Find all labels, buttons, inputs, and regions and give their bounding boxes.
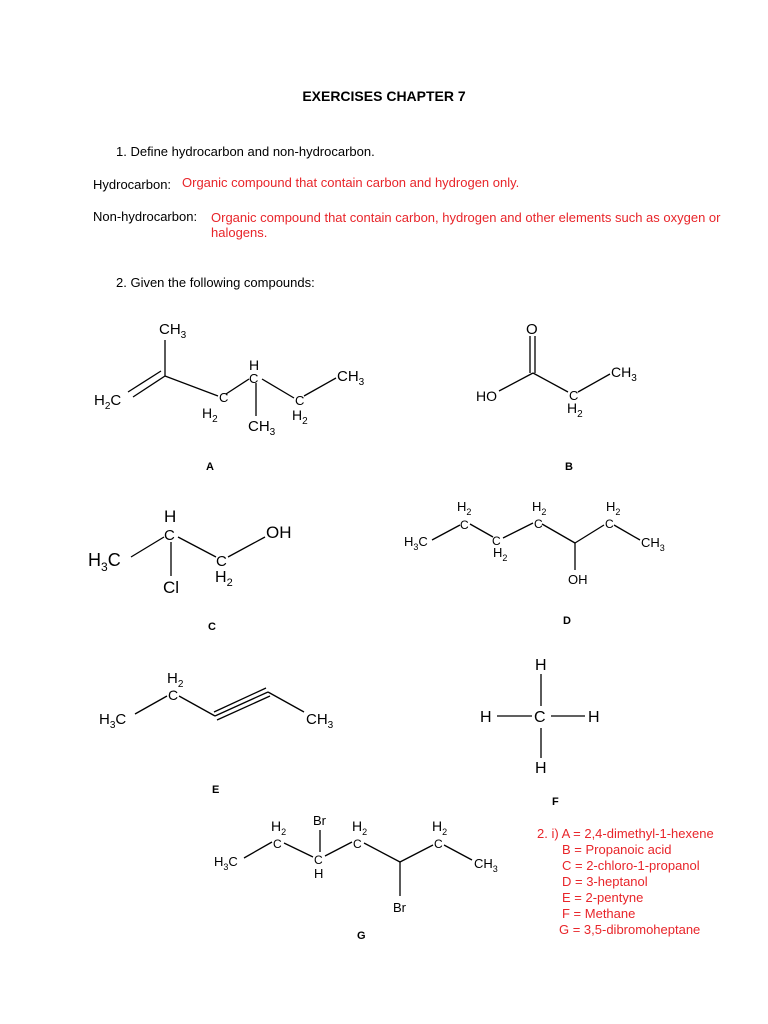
caption-c: C <box>208 621 216 633</box>
answers-block <box>537 826 714 938</box>
b-h2: $H_2$ <box>567 400 583 420</box>
a-h2-first: $H_2$ <box>202 405 218 425</box>
caption-e: E <box>212 784 220 796</box>
question-2: 2. Given the following compounds: <box>116 275 315 290</box>
nonhydrocarbon-answer-line1: Organic compound that contain carbon, hydrogen and other elements such as oxygen or <box>211 210 721 225</box>
g-c-b: C <box>314 853 323 867</box>
c-c2: C <box>164 527 175 544</box>
g-h2-a: $H_2$ <box>271 818 287 837</box>
a-ch3-down: $CH_3$ <box>248 418 276 438</box>
g-h2-b: $H_2$ <box>352 818 368 837</box>
d-h2-d: $H_2$ <box>606 499 621 517</box>
d-oh: OH <box>568 572 588 587</box>
d-ch3: $CH_3$ <box>641 535 665 553</box>
page-title: EXERCISES CHAPTER 7 <box>302 88 466 104</box>
a-c3: C <box>249 371 259 386</box>
c-oh: OH <box>266 523 292 542</box>
f-h-right: H <box>588 709 600 726</box>
g-c-d: C <box>434 837 443 851</box>
answer-c: C = 2-chloro-1-propanol <box>562 858 700 873</box>
answer-a: 2. i) A = 2,4-dimethyl-1-hexene <box>537 826 714 841</box>
c-h3c: $H_3C$ <box>88 550 121 574</box>
answer-g: G = 3,5-dibromoheptane <box>559 922 701 937</box>
g-h: H <box>314 866 324 881</box>
answer-d: D = 3-heptanol <box>562 874 648 889</box>
f-h-bottom: H <box>535 760 547 777</box>
d-c-c: C <box>534 517 543 531</box>
g-c-a: C <box>273 837 282 851</box>
caption-b: B <box>565 461 573 473</box>
nonhydrocarbon-answer-line2: halogens. <box>211 225 268 240</box>
caption-d: D <box>563 615 571 627</box>
caption-g: G <box>357 930 366 942</box>
d-c-b: C <box>492 534 501 548</box>
g-br-top: Br <box>313 813 326 828</box>
hydrocarbon-label: Hydrocarbon: <box>93 177 172 192</box>
c-h2: $H_2$ <box>215 569 233 589</box>
e-h2: $H_2$ <box>167 670 184 690</box>
c-c1: C <box>216 553 227 570</box>
question-1: 1. Define hydrocarbon and non-hydrocarbon. <box>116 144 375 159</box>
g-ch3: $CH_3$ <box>474 856 498 874</box>
g-br-bottom: Br <box>393 900 406 915</box>
a-h2-second: $H_2$ <box>292 407 308 427</box>
a-c4: C <box>295 393 305 408</box>
d-h2-a: $H_2$ <box>457 499 472 517</box>
c-h-top: H <box>164 507 177 526</box>
g-c-c: C <box>353 837 362 851</box>
caption-a: A <box>206 461 214 473</box>
compound-captions <box>206 461 573 942</box>
d-c-d: C <box>605 517 614 531</box>
a-h2c: $H_2C$ <box>94 392 122 412</box>
a-ch3-top: $CH_3$ <box>159 321 187 341</box>
caption-f: F <box>552 796 559 808</box>
c-cl: Cl <box>163 578 180 597</box>
a-ch3-right: $CH_3$ <box>337 368 365 388</box>
e-c: C <box>168 687 179 703</box>
g-h2-c: $H_2$ <box>432 818 448 837</box>
d-h2-b: $H_2$ <box>493 545 508 563</box>
answer-e: E = 2-pentyne <box>562 890 644 905</box>
nonhydrocarbon-label: Non-hydrocarbon: <box>93 209 198 224</box>
answer-f: F = Methane <box>562 906 636 921</box>
d-h3c: $H_3C$ <box>404 534 428 552</box>
b-o: O <box>526 321 538 338</box>
e-h3c: $H_3C$ <box>99 711 127 731</box>
e-ch3: $CH_3$ <box>306 711 334 731</box>
f-h-top: H <box>535 657 547 674</box>
a-h-top: H <box>249 357 260 373</box>
answer-b: B = Propanoic acid <box>562 842 672 857</box>
g-h3c: $H_3C$ <box>214 854 238 872</box>
b-c: C <box>569 388 579 403</box>
d-c-a: C <box>460 518 469 532</box>
hydrocarbon-answer: Organic compound that contain carbon and hydrogen only. <box>182 175 520 190</box>
b-ho: HO <box>476 388 497 404</box>
b-ch3: $CH_3$ <box>611 364 637 384</box>
a-c2: C <box>219 390 229 405</box>
f-c: C <box>534 709 546 726</box>
d-h2-c: $H_2$ <box>532 499 547 517</box>
f-h-left: H <box>480 709 492 726</box>
